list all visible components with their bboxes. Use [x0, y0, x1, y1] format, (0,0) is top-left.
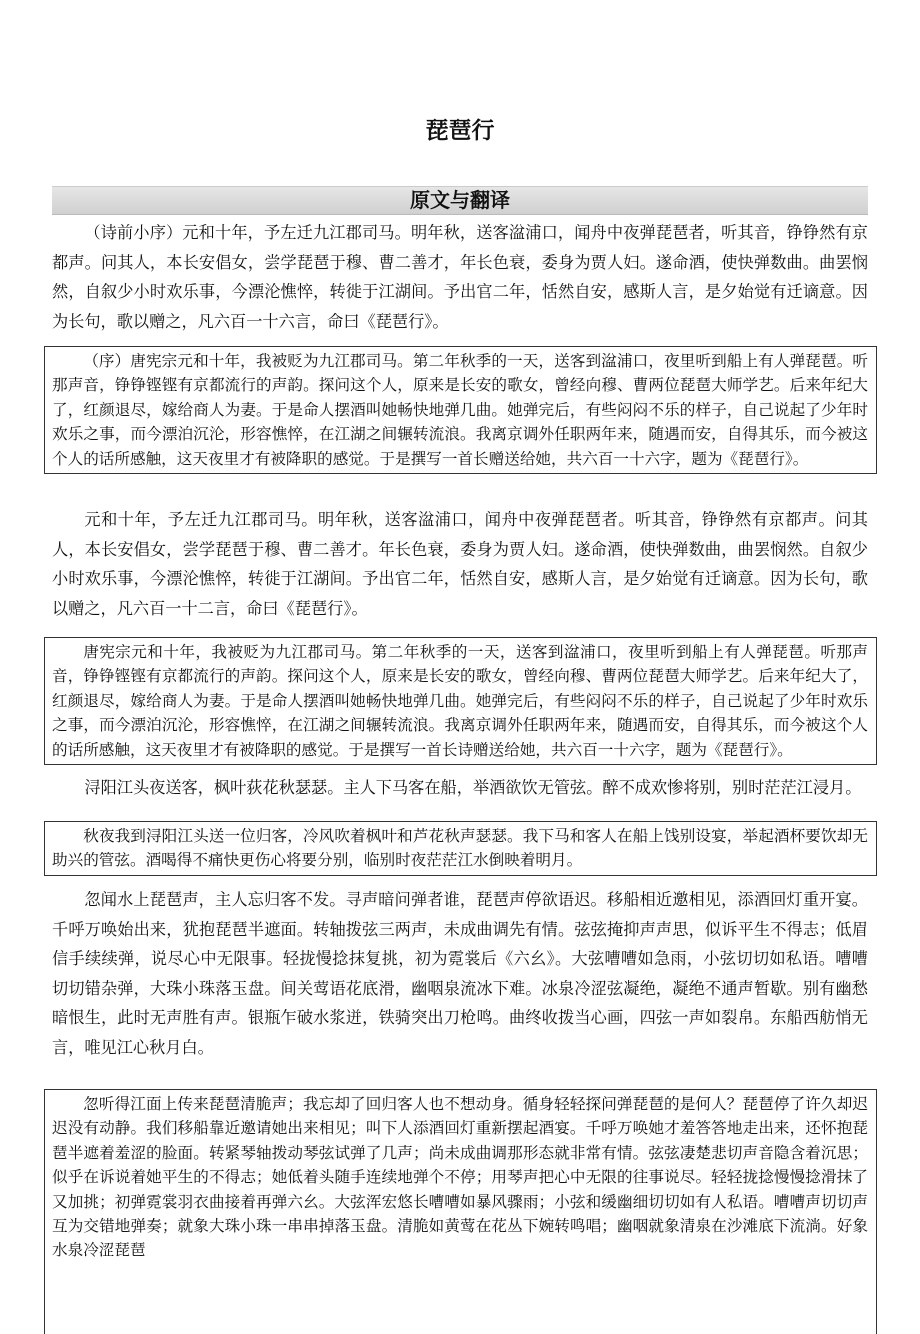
- translation-box-preface-1: （序）唐宪宗元和十年，我被贬为九江郡司马。第二年秋季的一天，送客到湓浦口，夜里听到船上有人弹琵琶。听那声音，铮铮铿铿有京都流行的声韵。探问这个人，原来是长安的歌女，曾经向穆、曹两位琵琶大师学艺。后来年纪大了，红颜退尽，嫁给商人为妻。于是命人摆酒叫她畅快地弹几曲。她弹完后，有些闷闷不乐的样子，自己说起了少年时欢乐之事，而今漂泊沉沦，形容憔悴，在江湖之间辗转流浪。我离京调外任职两年来，随遇而安，自得其乐，而今被这个人的话所感触，这天夜里才有被降职的感觉。于是撰写一首长赠送给她，共六百一十六字，题为《琵琶行》。: [44, 346, 877, 474]
- original-text-preface-2: 元和十年，予左迁九江郡司马。明年秋，送客湓浦口，闻舟中夜弹琵琶者。听其音，铮铮然有京都声。问其人，本长安倡女，尝学琵琶于穆、曹二善才。年长色衰，委身为贾人妇。遂命酒，使快弹数曲，曲罢悯然。自叙少小时欢乐事，今漂沦憔悴，转徙于江湖间。予出官二年，恬然自安，感斯人言，是夕始觉有迁谪意。因为长句，歌以赠之，凡六百一十二言，命曰《琵琶行》。: [52, 510, 868, 618]
- translation-box-preface-2: 唐宪宗元和十年，我被贬为九江郡司马。第二年秋季的一天，送客到湓浦口，夜里听到船上有人弹琵琶。听那声音，铮铮铿铿有京都流行的声韵。探问这个人，原来是长安的歌女，曾经向穆、曹两位琵琶大师学艺。后来年纪大了，红颜退尽，嫁给商人为妻。于是命人摆酒叫她畅快地弹几曲。她弹完后，有些闷闷不乐的样子，自己说起了少年时欢乐之事，而今漂泊沉沦，形容憔悴，在江湖之间辗转流浪。我离京调外任职两年来，随遇而安，自得其乐，而今被这个人的话所感触，这天夜里才有被降职的感觉。于是撰写一首长诗赠送给她，共六百一十六字，题为《琵琶行》。: [44, 637, 877, 765]
- original-text-preface-1: （诗前小序）元和十年，予左迁九江郡司马。明年秋，送客湓浦口，闻舟中夜弹琵琶者，听其音，铮铮然有京都声。问其人，本长安倡女，尝学琵琶于穆、曹二善才，年长色衰，委身为贾人妇。遂命酒，使快弹数曲。曲罢悯然，自叙少小时欢乐事，今漂沦憔悴，转徙于江湖间。予出官二年，恬然自安，感斯人言，是夕始觉有迁谪意。因为长句，歌以赠之，凡六百一十六言，命曰《琵琶行》。: [52, 223, 868, 331]
- translation-box-stanza-2: 忽听得江面上传来琵琶清脆声；我忘却了回归客人也不想动身。循身轻轻探问弹琵琶的是何人？琵琶停了许久却迟迟没有动静。我们移船靠近邀请她出来相见；叫下人添酒回灯重新摆起酒宴。千呼万唤她才羞答答地走出来，还怀抱琵琶半遮着羞涩的脸面。转紧琴轴拨动琴弦试弹了几声；尚未成曲调那形态就非常有情。弦弦凄楚悲切声音隐含着沉思；似乎在诉说着她平生的不得志；她低着头随手连续地弹个不停；用琴声把心中无限的往事说尽。轻轻拢捻慢慢捻滑抹了又加挑；初弹霓裳羽衣曲接着再弹六幺。大弦浑宏悠长嘈嘈如暴风骤雨；小弦和缓幽细切切如有人私语。嘈嘈声切切声互为交错地弹奏；就象大珠小珠一串串掉落玉盘。清脆如黄莺在花丛下婉转鸣唱；幽咽就象清泉在沙滩底下流淌。好象水泉冷涩琵琶: [44, 1089, 877, 1334]
- original-text-stanza-2: 忽闻水上琵琶声，主人忘归客不发。寻声暗问弹者谁，琵琶声停欲语迟。移船相近邀相见，添酒回灯重开宴。千呼万唤始出来，犹抱琵琶半遮面。转轴拨弦三两声，未成曲调先有情。弦弦掩抑声声思，似诉平生不得志；低眉信手续续弹，说尽心中无限事。轻拢慢捻抹复挑，初为霓裳后《六幺》。大弦嘈嘈如急雨，小弦切切如私语。嘈嘈切切错杂弹，大珠小珠落玉盘。间关莺语花底滑，幽咽泉流冰下难。冰泉冷涩弦凝绝，凝绝不通声暂歇。别有幽愁暗恨生，此时无声胜有声。银瓶乍破水浆迸，铁骑突出刀枪鸣。曲终收拨当心画，四弦一声如裂帛。东船西舫悄无言，唯见江心秋月白。: [52, 890, 868, 1057]
- original-text-stanza-1: 浔阳江头夜送客，枫叶荻花秋瑟瑟。主人下马客在船，举酒欲饮无管弦。醉不成欢惨将别，别时茫茫江浸月。: [84, 778, 862, 797]
- section-header: 原文与翻译: [52, 186, 868, 215]
- document-title: 琵琶行: [425, 117, 495, 144]
- translation-box-stanza-1: 秋夜我到浔阳江头送一位归客，冷风吹着枫叶和芦花秋声瑟瑟。我下马和客人在船上饯别设宴，举起酒杯要饮却无助兴的管弦。酒喝得不痛快更伤心将要分别，临别时夜茫茫江水倒映着明月。: [44, 821, 877, 876]
